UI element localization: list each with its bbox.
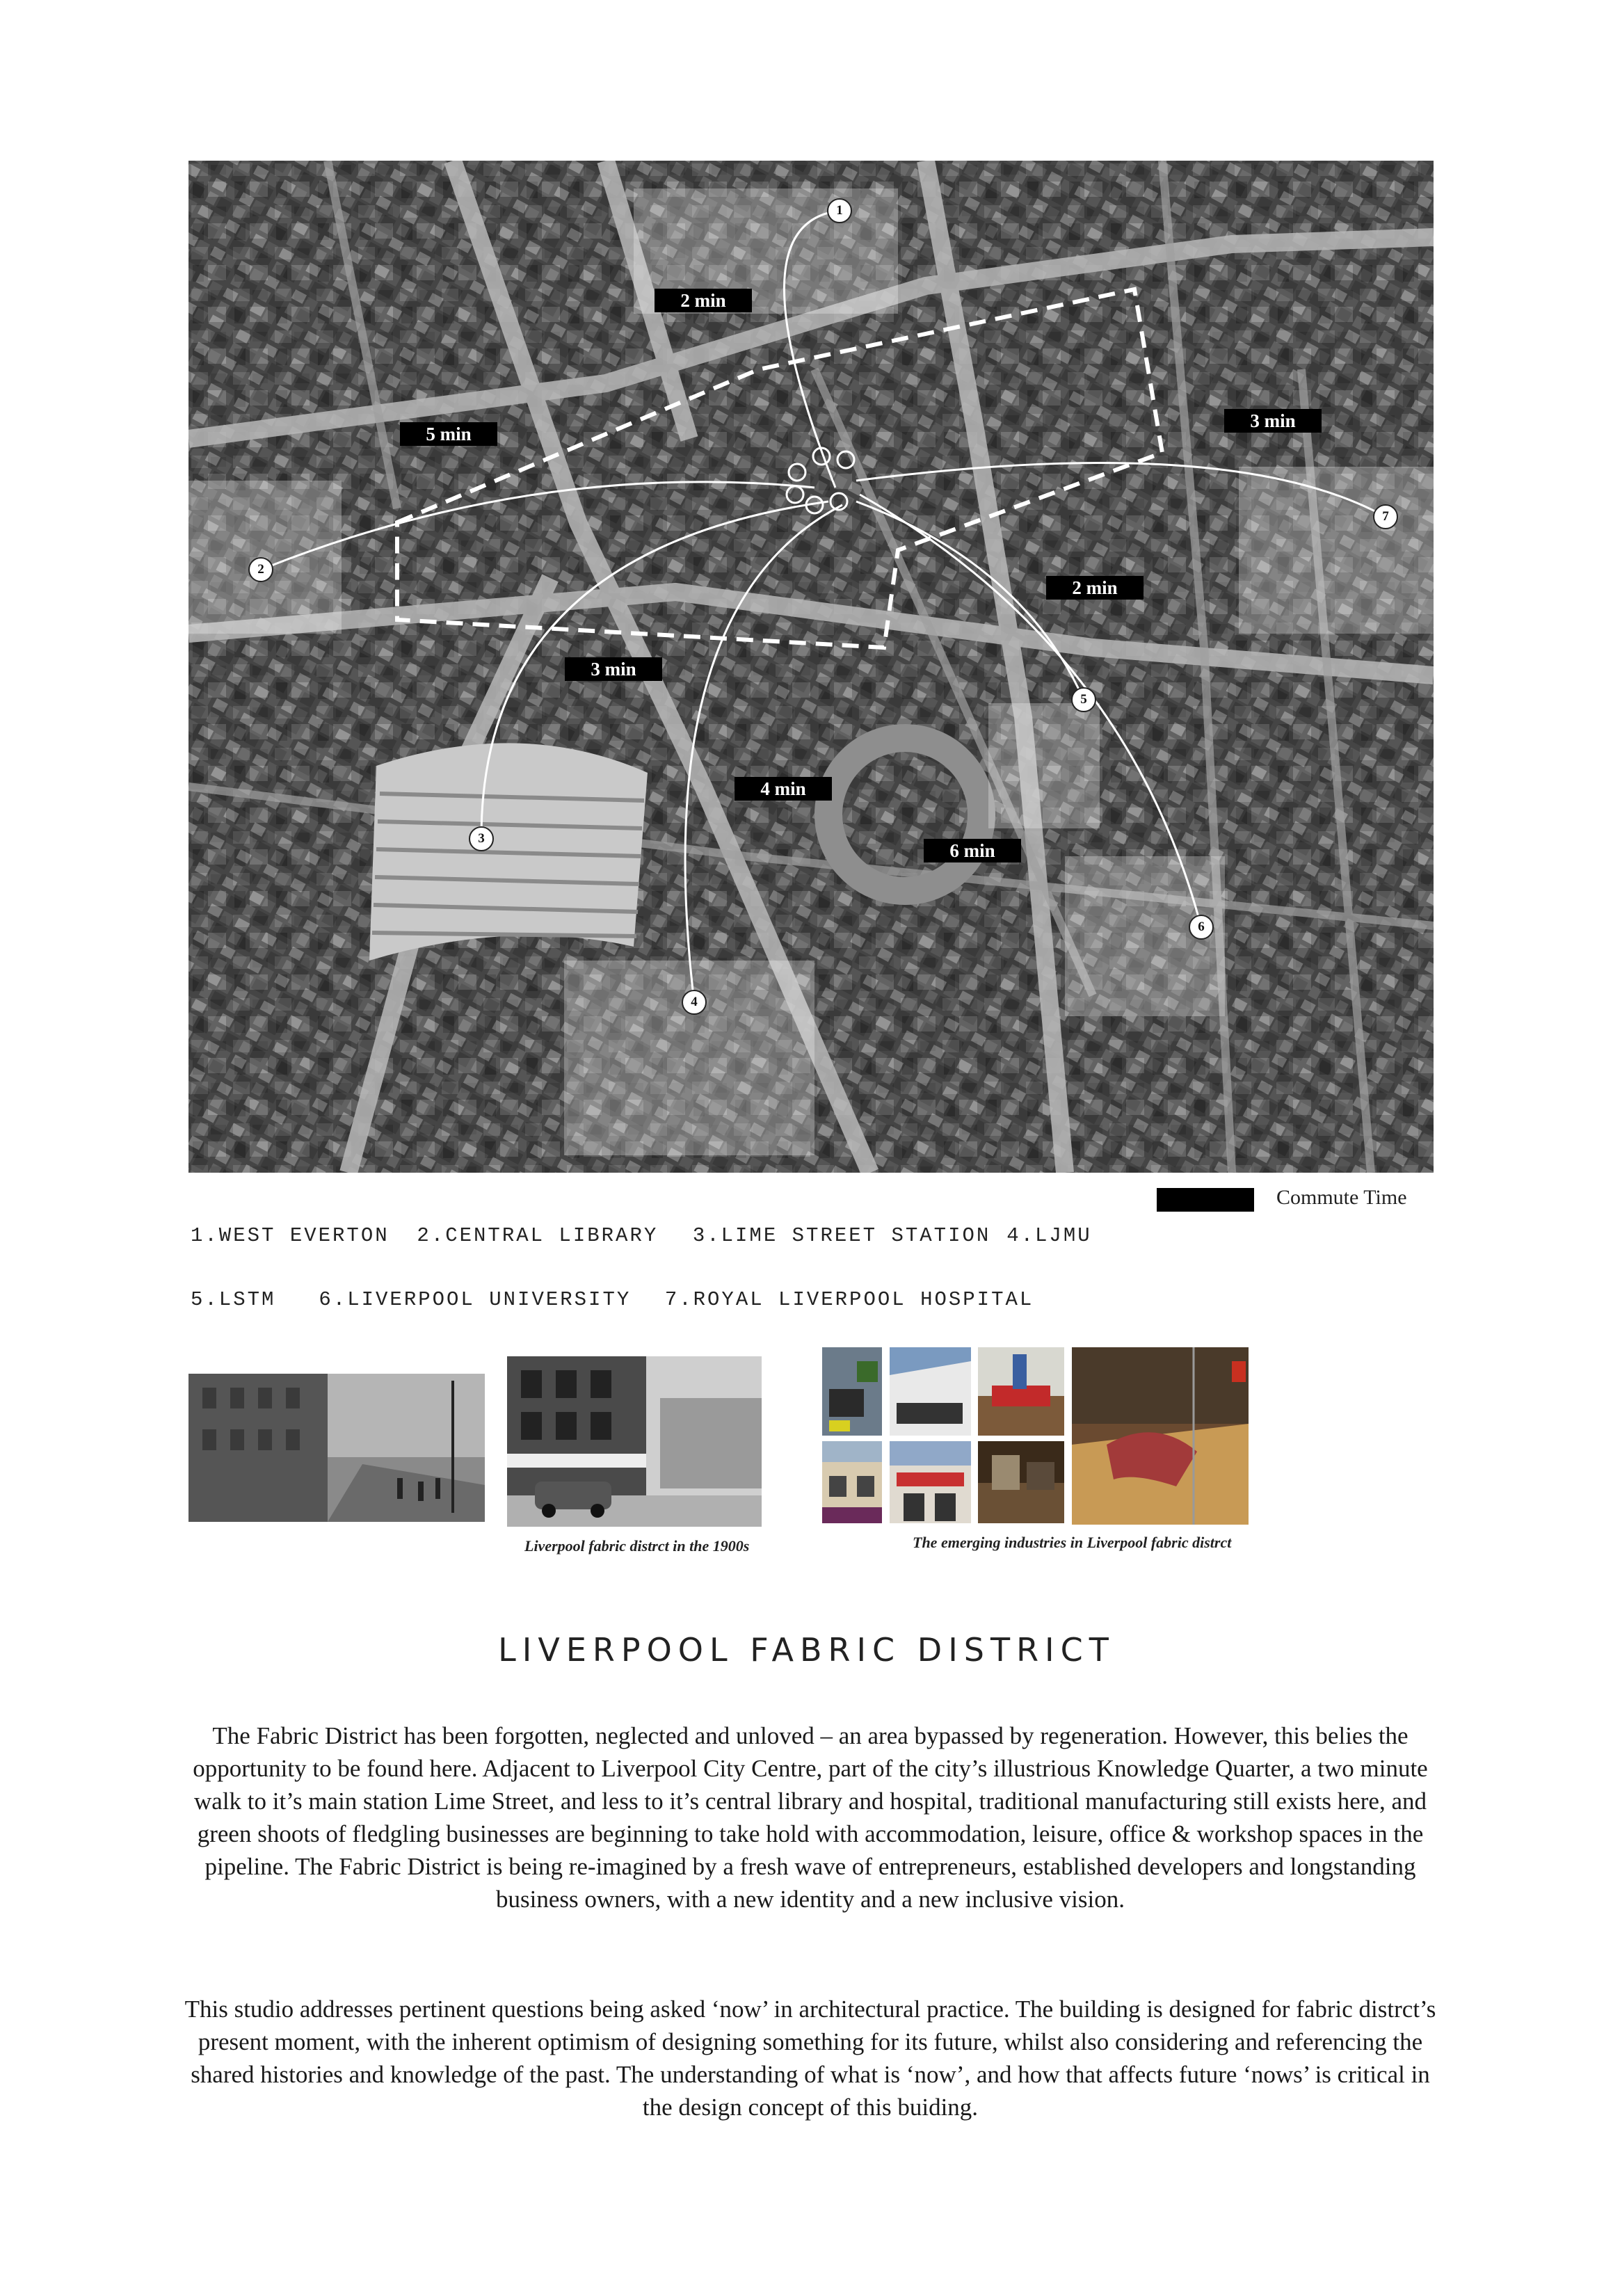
location-marker: 1 xyxy=(827,198,852,223)
location-marker: 5 xyxy=(1071,687,1096,712)
location-item: 3.LIME STREET STATION xyxy=(692,1224,991,1247)
location-list xyxy=(191,1224,1092,1247)
station-roof xyxy=(369,743,648,961)
industry-photo xyxy=(890,1441,971,1523)
legend-label: Commute Time xyxy=(1276,1186,1407,1209)
historic-street-photo xyxy=(188,1374,485,1522)
aerial-photo-layer xyxy=(188,161,1434,1173)
location-item: 4.LJMU xyxy=(1006,1224,1092,1247)
location-list xyxy=(191,1288,1034,1311)
historic-storefront-photo xyxy=(507,1356,762,1527)
industry-photo xyxy=(822,1441,882,1523)
location-marker: 3 xyxy=(469,826,494,851)
location-marker: 6 xyxy=(1189,915,1214,940)
commute-time-label: 2 min xyxy=(655,289,752,312)
location-marker: 2 xyxy=(248,557,273,582)
location-marker: 7 xyxy=(1373,504,1398,529)
commute-time-label: 3 min xyxy=(1224,409,1322,433)
commute-time-label: 3 min xyxy=(565,657,662,681)
industries-photo-caption: The emerging industries in Liverpool fabric distrct xyxy=(913,1534,1232,1551)
studio-paragraph: This studio addresses pertinent questions being asked ‘now’ in architectural practice. The building is designed for fabric distrct’s present moment, with the inherent optimism of designing something for its future, whilst also considering and referencing the shared histories and knowledge of the past. The understanding of what is ‘now’, and how that affects future ‘nows’ is critical in the design concept of this buiding. xyxy=(184,1996,1436,2121)
industry-photo xyxy=(822,1347,882,1436)
aerial-map xyxy=(188,161,1434,1173)
location-item: 5.LSTM xyxy=(191,1288,276,1311)
industry-photo xyxy=(1072,1347,1249,1525)
industry-photo xyxy=(978,1441,1064,1523)
commute-time-label: 2 min xyxy=(1046,576,1143,600)
location-marker: 4 xyxy=(682,990,707,1015)
industry-photo xyxy=(978,1347,1064,1436)
legend-swatch xyxy=(1157,1188,1254,1212)
location-item: 6.LIVERPOOL UNIVERSITY xyxy=(319,1288,632,1311)
page-title: LIVERPOOL FABRIC DISTRICT xyxy=(498,1631,1115,1669)
location-item: 2.CENTRAL LIBRARY xyxy=(417,1224,659,1247)
commute-time-label: 5 min xyxy=(400,422,497,446)
location-item: 7.ROYAL LIVERPOOL HOSPITAL xyxy=(664,1288,1034,1311)
location-item: 1.WEST EVERTON xyxy=(191,1224,390,1247)
intro-paragraph: The Fabric District has been forgotten, neglected and unloved – an area bypassed by regeneration. However, this belies the opportunity to be found here. Adjacent to Liverpool City Centre, part of the city’s illustrious Knowledge Quarter, a two minute walk to it’s main station Lime Street, and less to it’s central library and hospital, traditional manufacturing still exists here, and green shoots of fledgling businesses are beginning to take hold with accommodation, leisure, office & workshop spaces in the pipeline. The Fabric District is being re-imagined by a fresh wave of entrepreneurs, established developers and longstanding business owners, with a new identity and a new inclusive vision. xyxy=(193,1722,1428,1913)
commute-time-label: 6 min xyxy=(924,839,1021,862)
commute-time-label: 4 min xyxy=(735,777,832,801)
industry-photo xyxy=(890,1347,971,1436)
history-photo-caption: Liverpool fabric distrct in the 1900s xyxy=(524,1537,750,1555)
